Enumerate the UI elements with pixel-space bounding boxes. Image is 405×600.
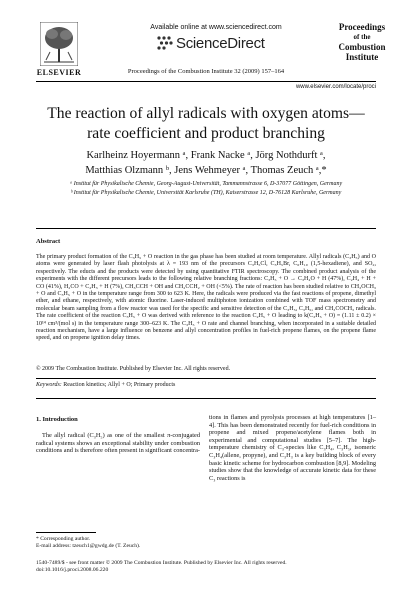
elsevier-tree-icon — [40, 22, 78, 66]
journal-title-line2: of the — [353, 33, 371, 41]
affiliation-b: ᵇ Institut für Physikalische Chemie, Universität Karlsruhe (TH), Kaiserstrasse 12, D-76128 Karlsruhe, Germany — [70, 190, 342, 196]
header-divider — [36, 81, 376, 82]
footer-doi[interactable]: doi:10.1016/j.proci.2008.06.220 — [36, 567, 109, 573]
journal-url[interactable]: www.elsevier.com/locate/proci — [295, 84, 376, 90]
keywords-list: Reaction kinetics; Allyl + O; Primary products — [63, 382, 176, 388]
journal-title-line3: Combustion — [338, 42, 386, 52]
journal-citation: Proceedings of the Combustion Institute 32 (2009) 157–164 — [127, 68, 285, 75]
body-column-right: tions in flames and pyrolysis processes at high temperatures [1–4]. This has been demonstrated recently for fuel-rich conditions in propene and mixed propene/acetylene flames both in experimental and computational studies [5–7]. The high-temperature chemistry of C₃-species like C₃H₄, C₃H₅, isomeric C₃H₄(allene, propyne), and C₃H₃ is a key building block of every basic kinetic scheme for hydrocarbon combustion [8,9]. Modeling studies show that the knowledge of accurate kinetic data for these C₃ reactions is — [209, 414, 376, 482]
footnote-divider — [36, 532, 96, 533]
affiliation-a: ᵃ Institut für Physikalische Chemie, Georg-August-Universität, Tammannstrasse 6, D-37077 Göttingen, Germany — [69, 181, 343, 187]
footer-issn: 1540-7489/$ - see front matter © 2009 The Combustion Institute. Published by Elsevier Inc. All rights reserved. — [36, 560, 287, 566]
keywords — [36, 382, 175, 388]
abstract-divider-top — [36, 228, 376, 229]
abstract-text: The primary product formation of the C₃H₅ + O reaction in the gas phase has been studied at room temperature. Allyl radicals (C₃H₅) and O atoms were generated by laser flash photolysis at λ = 193 nm of the precursors C₃H₅Cl, C₃H₅Br, C₆H₁₀ (1,5-hexadiene), and SO₂, respectively. The educts and the products were detected by using quantitative FTIR spectroscopy. The combined product analysis of the experiments with the different precursors leads to the following relative branching fractions: C₃H₅ + O → C₃H₄O + H (47%), C₂H₄ + H + CO (41%), H₂CO + C₂H₃ + H (7%), CH₃CCH + OH and CH₂CCH₂ + OH (<5%). The rate of reaction has been studied relative to CH₃OCH₃ + O and C₃H₅ + O in the temperature range from 300 to 623 K. Here, the radicals were produced via the fast reactions of propene, dimethyl ether, and ethane, respectively, with atomic fluorine. Laser-induced multiphoton ionization combined with TOF mass spectrometry and molecular beam sampling from a flow reactor was used for the specific and sensitive detection of the C₃H₅, C₃H₅, and CH₃COCH₃ radicals. The rate coefficient of the reaction C₃H₅ + O was derived with reference to the reaction C₂H₅ + O leading to k(C₃H₅ + O) = (1.11 ± 0.2) × 10¹⁴ cm³/(mol s) in the temperature range 300–623 K. The C₃H₅ + O rate and channel branching, when incorporated in a suitable detailed reaction mechanism, have a large influence on benzene and allyl concentration profiles in fuel-rich propene flames, on the propene flame speed, and on propene ignition delay times. — [36, 254, 376, 342]
footnote — [36, 536, 200, 550]
author-list — [36, 148, 376, 178]
sciencedirect-logo[interactable] — [156, 34, 296, 52]
copyright-notice: © 2009 The Combustion Institute. Published by Elsevier Inc. All rights reserved. — [36, 366, 231, 372]
journal-title-line1: Proceedings — [338, 22, 386, 32]
journal-title-line4: Institute — [345, 52, 379, 62]
footnote-corresponding: * Corresponding author. — [36, 536, 91, 542]
section-heading: 1. Introduction — [36, 416, 78, 423]
article-title: The reaction of allyl radicals with oxygen atoms—rate coefficient and product branching — [47, 105, 365, 142]
affiliations — [36, 180, 376, 198]
abstract-divider-bottom — [36, 378, 376, 379]
sciencedirect-icon — [156, 35, 174, 51]
footnote-email[interactable]: E-mail address: tzeuch1@gwdg.de (T. Zeuch). — [36, 543, 141, 549]
elsevier-logo — [36, 22, 82, 78]
authors-line-1: Karlheinz Hoyermann ᵃ, Frank Nacke ᵃ, Jörg Nothdurft ᵃ, — [86, 150, 326, 161]
available-online[interactable]: Available online at www.sciencedirect.com — [150, 24, 282, 31]
abstract-heading: Abstract — [36, 238, 61, 245]
journal-title-block — [332, 22, 392, 62]
sciencedirect-name: ScienceDirect — [176, 35, 265, 52]
keywords-label: Keywords: — [36, 382, 62, 388]
body-column-left: The allyl radical (C₃H₅) as one of the smallest π-conjugated radical systems shows an exceptional stability under combustion conditions and is therefore often present in significant concentra- — [36, 432, 201, 455]
authors-line-2: Matthias Olzmann ᵇ, Jens Wehmeyer ᵃ, Thomas Zeuch ᵃ,* — [85, 165, 327, 176]
page-footer — [36, 560, 376, 574]
publisher-name: ELSEVIER — [36, 68, 82, 77]
keywords-divider — [36, 398, 376, 399]
